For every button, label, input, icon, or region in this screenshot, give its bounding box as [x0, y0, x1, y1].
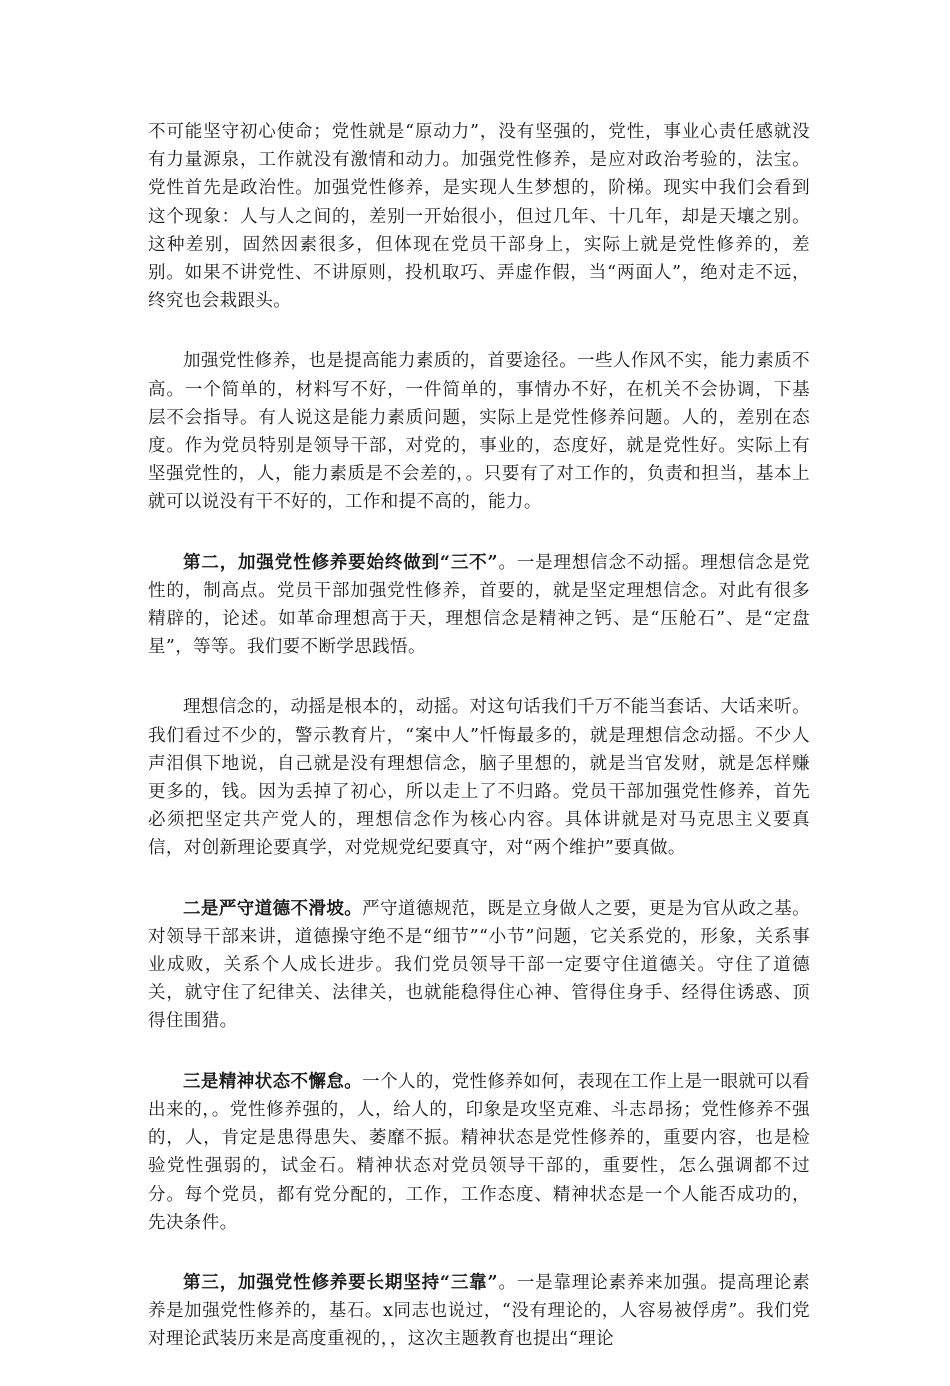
paragraph-3-text: 。一是理想信念不动摇。理想信念是党性的，制高点。党员干部加强党性修养，首要的，就是坚定理想信念。对此有很多精辟的，论述。如革命理想高于天，理想信念是精神之钙、是“压舱石”、是“定盘星”，等等。我们要不断学思践悟。: [148, 552, 810, 658]
paragraph-7-text: 。一是靠理论素养来加强。提高理论素养是加强党性修养的，基石。x同志也说过，“没有理论的，人容易被俘虏”。我们党对理论武装历来是高度重视的，，这次主题教育也提出“理论: [148, 1272, 810, 1350]
paragraph-5-text: 严守道德规范，既是立身做人之要，更是为官从政之基。对领导干部来讲，道德操守绝不是“细节”“小节”问题，它关系党的，形象，关系事业成败，关系个人成长进步。我们党员领导干部一定要守住道德关。守住了道德关，就守住了纪律关、法律关，也就能稳得住心神、管得住身手、经得住诱惑、顶得住围猎。: [148, 898, 811, 1032]
paragraph-7: [148, 1269, 810, 1354]
paragraph-4-text: 理想信念的，动摇是根本的，动摇。对这句话我们千万不能当套话、大话来听。我们看过不少的，警示教育片，“案中人”忏悔最多的，就是理想信念动摇。不少人声泪俱下地说，自己就是没有理想信念，脑子里想的，就是当官发财，就是怎样赚更多的，钱。因为丢掉了初心，所以走上了不归路。党员干部加强党性修养，首先必须把坚定共产党人的，理想信念作为核心内容。具体讲就是对马克思主义要真信，对创新理论要真学，对党规党纪要真守，对“两个维护”要真做。: [148, 697, 810, 859]
subheading-spirit: 三是精神状态不懈怠。: [183, 1071, 363, 1092]
paragraph-3: [148, 549, 810, 662]
subheading-morality: 二是严守道德不滑坡。: [183, 898, 363, 919]
paragraph-1: [148, 118, 810, 315]
paragraph-6: [148, 1068, 810, 1237]
document-body: [148, 118, 810, 1386]
paragraph-4: [148, 693, 810, 862]
paragraph-1-text: 不可能坚守初心使命；党性就是“原动力”，没有坚强的，党性，事业心责任感就没有力量源泉，工作就没有激情和动力。加强党性修养，是应对政治考验的，法宝。党性首先是政治性。加强党性修养，是实现人生梦想的，阶梯。现实中我们会看到这个现象：人与人之间的，差别一开始很小，但过几年、十几年，却是天壤之别。这种差别，固然因素很多，但体现在党员干部身上，实际上就是党性修养的，差别。如果不讲党性、不讲原则，投机取巧、弄虚作假，当“两面人”，绝对走不远，终究也会栽跟头。: [148, 122, 810, 312]
section-heading-second: 第二，加强党性修养要始终做到“三不”: [183, 552, 499, 573]
paragraph-2-text: 加强党性修养，也是提高能力素质的，首要途径。一些人作风不实，能力素质不高。一个简单的，材料写不好，一件简单的，事情办不好，在机关不会协调，下基层不会指导。有人说这是能力素质问题，实际上是党性修养问题。人的，差别在态度。作为党员特别是领导干部，对党的，事业的，态度好，就是党性好。实际上有坚强党性的，人，能力素质是不会差的，。只要有了对工作的，负责和担当，基本上就可以说没有干不好的，工作和提不高的，能力。: [148, 351, 810, 513]
section-heading-third: 第三，加强党性修养要长期坚持“三靠”: [183, 1272, 499, 1293]
paragraph-2: [148, 347, 810, 516]
paragraph-6-text: 一个人的，党性修养如何，表现在工作上是一眼就可以看出来的，。党性修养强的，人，给人的，印象是攻坚克难、斗志昂扬；党性修养不强的，人，肯定是患得患失、萎靡不振。精神状态是党性修养的，重要内容，也是检验党性强弱的，试金石。精神状态对党员领导干部的，重要性，怎么强调都不过分。每个党员，都有党分配的，工作，工作态度、精神状态是一个人能否成功的，先决条件。: [148, 1071, 811, 1233]
paragraph-5: [148, 895, 810, 1036]
